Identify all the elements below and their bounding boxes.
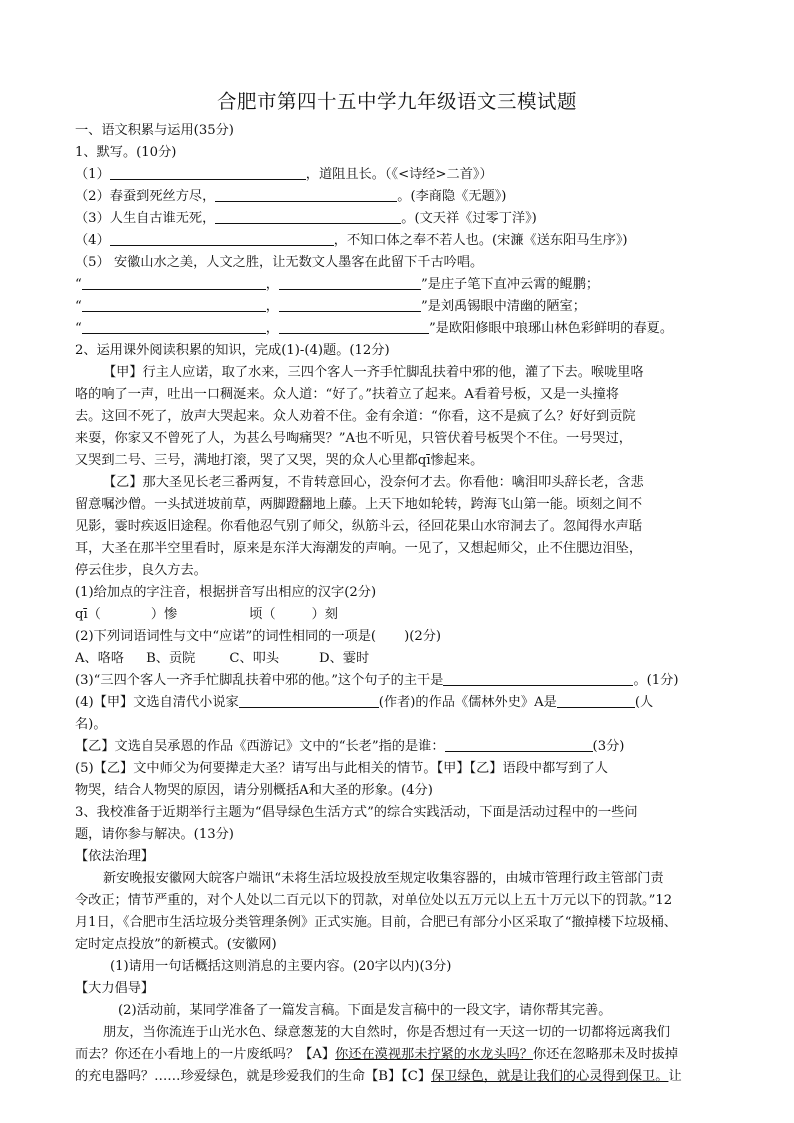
text: ，道阻且长。（《<诗经>二首》） bbox=[305, 167, 493, 182]
q1-item-5: （5） 安徽山水之美，人文之胜，让无数文人墨客在此留下千古吟唱。 bbox=[75, 255, 484, 270]
text: (3)“三四个客人一齐手忙脚乱扶着中邪的他。”这个句子的主干是 bbox=[75, 673, 444, 688]
text: )(2分) bbox=[404, 629, 442, 644]
text: ）惨 bbox=[150, 607, 178, 622]
question-2-heading: 2、运用课外阅读积累的知识，完成(1)-(4)题。(12分) bbox=[75, 343, 390, 358]
answer-blank[interactable] bbox=[239, 692, 379, 708]
answer-blank[interactable] bbox=[557, 692, 635, 708]
text: (人 bbox=[634, 695, 654, 710]
answer-blank[interactable] bbox=[110, 164, 306, 180]
option-a[interactable]: A、咯咯 bbox=[75, 651, 125, 666]
question-3-heading: 3、我校准备于近期举行主题为“倡导绿色生活方式”的综合实践活动，下面是活动过程中的一些问 bbox=[75, 805, 638, 820]
text: ，不知口体之奉不若人也。(宋濂《送东阳马生序》) bbox=[333, 233, 628, 248]
text: （3）人生自古谁无死， bbox=[75, 211, 216, 226]
text: 。(文天祥《过零丁洋》) bbox=[401, 211, 537, 226]
subsection-advocate: 【大力倡导】 bbox=[75, 981, 155, 996]
answer-blank[interactable] bbox=[82, 274, 266, 290]
open-quote: “ bbox=[75, 277, 82, 292]
q2-sub-2-options bbox=[75, 648, 734, 670]
underlined-sentence-c: 保卫绿色，就是让我们的心灵得到保卫。 bbox=[431, 1069, 669, 1084]
passage-yi-line: 【乙】那大圣见长老三番两复，不肯转意回心，没奈何才去。你看他：噙泪叩头辞长老，含悲 bbox=[103, 475, 644, 490]
passage-yi-line: 见影，霎时疾返旧途程。你看他忍气别了师父，纵筋斗云，径回花果山水帘洞去了。忽闻得水声聒 bbox=[75, 519, 643, 534]
q1-item-1 bbox=[75, 164, 734, 186]
news-line: 新安晚报安徽网大皖客户端讯“未将生活垃圾投放至规定收集容器的，由城市管理行政主管部门责 bbox=[103, 871, 664, 886]
q1-item-5-line-c: “ ， ”是欧阳修眼中琅琊山林色彩鲜明的春夏。 bbox=[75, 318, 734, 340]
passage-yi-line: 停云住步，良久方去。 bbox=[75, 563, 207, 578]
open-quote: “ bbox=[75, 299, 82, 314]
answer-blank[interactable] bbox=[445, 736, 593, 752]
section-heading-1: 一、语文积累与运用(35分) bbox=[75, 123, 234, 138]
answer-blank[interactable] bbox=[279, 274, 421, 290]
passage-jia-line: 【甲】行主人应诺，取了水来，三四个客人一齐手忙脚乱扶着中邪的他，灌了下去。喉咙里咯 bbox=[103, 365, 644, 380]
q2-sub-1-answers bbox=[75, 604, 734, 626]
answer-blank[interactable] bbox=[82, 318, 266, 334]
text: (作者)的作品《儒林外史》A是 bbox=[378, 695, 557, 710]
subsection-law: 【依法治理】 bbox=[75, 849, 155, 864]
q1-item-5-line-a: “ ， ”是庄子笔下直冲云霄的鲲鹏； bbox=[75, 274, 734, 296]
text: ”是庄子笔下直冲云霄的鲲鹏； bbox=[420, 277, 600, 292]
text: 。(1分) bbox=[633, 673, 679, 688]
q2-sub-4-cont: 名)。 bbox=[75, 717, 107, 732]
passage-jia-line: 咯的响了一声，吐出一口稠涎来。众人道：“好了。”扶着立了起来。A看着号板，又是一头撞将 bbox=[75, 387, 619, 402]
answer-blank[interactable] bbox=[443, 670, 633, 686]
passage-jia-line: 去。这回不死了，放声大哭起来。众人劝着不住。金有余道：“你看，这不是疯了么？好好到贡院 bbox=[75, 409, 636, 424]
answer-blank[interactable] bbox=[279, 318, 429, 334]
text: ”是刘禹锡眼中清幽的陋室； bbox=[420, 299, 586, 314]
news-line: 月1日，《合肥市生活垃圾分类管理条例》正式实施。目前，合肥已有部分小区采取了“撤掉楼下垃圾桶、 bbox=[75, 915, 677, 930]
q2-sub-4-yi bbox=[75, 736, 734, 758]
exam-title: 合肥市第四十五中学九年级语文三模试题 bbox=[216, 90, 577, 113]
text: (2)下列词语词性与文中“应诺”的词性相同的一项是( bbox=[75, 629, 377, 644]
open-quote: “ bbox=[75, 321, 82, 336]
q2-sub-3 bbox=[75, 670, 734, 692]
q3-sub-2: (2)活动前，某同学准备了一篇发言稿。下面是发言稿中的一段文字，请你帮其完善。 bbox=[118, 1003, 612, 1018]
question-1-heading: 1、默写。(10分) bbox=[75, 145, 177, 160]
passage-yi-line: 耳，大圣在那半空里看时，原来是东洋大海潮发的声响。一见了，又想起师父，止不住腮边泪坠， bbox=[75, 541, 643, 556]
passage-jia-line: 来耍，你家又不曾死了人，为甚么号啕痛哭？”A也不听见，只管伏着号板哭个不住。一号哭过， bbox=[75, 431, 632, 446]
text: 【乙】文选自吴承恩的作品《西游记》文中的“长老”指的是谁： bbox=[75, 739, 445, 754]
speech-line: 朋友，当你流连于山光水色、绿意葱茏的大自然时，你是否想过有一天这一切的一切都将远离我们 bbox=[103, 1025, 671, 1040]
char-label: 顷（ bbox=[249, 607, 276, 622]
speech-line bbox=[75, 1066, 734, 1088]
q2-sub-4 bbox=[75, 692, 734, 714]
passage-yi-line: 留意嘱沙僧。一头拭迸坡前草，两脚蹬翻地上藤。上天下地如轮转，跨海飞山第一能。顷刻之间不 bbox=[75, 497, 643, 512]
option-c[interactable]: C、叩头 bbox=[229, 651, 280, 666]
q1-item-2 bbox=[75, 186, 734, 208]
news-line: 定时定点投放”的新模式。(安徽网) bbox=[75, 937, 277, 952]
text: 而去？你还在小看地上的一片废纸吗？【A】 bbox=[75, 1047, 336, 1062]
answer-blank[interactable] bbox=[110, 230, 334, 246]
q1-item-5-line-b: “ ， ”是刘禹锡眼中清幽的陋室； bbox=[75, 296, 734, 318]
label: （1） bbox=[75, 167, 110, 182]
answer-blank[interactable] bbox=[279, 296, 421, 312]
text: ”是欧阳修眼中琅琊山林色彩鲜明的春夏。 bbox=[428, 321, 674, 336]
q3-sub-1: (1)请用一句话概括这则消息的主要内容。(20字以内)(3分) bbox=[110, 959, 452, 974]
q2-sub-5: (5)【乙】文中师父为何要撵走大圣？请写出与此相关的情节。【甲】【乙】语段中都写到了人 bbox=[75, 761, 608, 776]
text: ）刻 bbox=[311, 607, 338, 622]
text: 。(李商隐《无题》) bbox=[397, 189, 507, 204]
text: 的充电器吗？……珍爱绿色，就是珍爱我们的生命【B】【C】 bbox=[75, 1069, 432, 1084]
text: (4)【甲】文选自清代小说家 bbox=[75, 695, 239, 710]
answer-blank[interactable] bbox=[82, 296, 266, 312]
q2-sub-5-cont: 物哭，结合人物哭的原因，请分别概括A和大圣的形象。(4分) bbox=[75, 783, 433, 798]
option-b[interactable]: B、贡院 bbox=[146, 651, 196, 666]
news-line: 令改正；情节严重的，对个人处以二百元以下的罚款，对单位处以五万元以上五十万元以下的罚款。”12 bbox=[75, 893, 673, 908]
label: （4） bbox=[75, 233, 110, 248]
answer-blank[interactable] bbox=[215, 186, 397, 202]
text: （2）春蚕到死丝方尽， bbox=[75, 189, 216, 204]
q1-item-3 bbox=[75, 208, 734, 230]
speech-line bbox=[75, 1044, 734, 1066]
q2-sub-2 bbox=[75, 626, 734, 648]
pinyin-label: qī（ bbox=[75, 607, 101, 622]
q2-sub-1: (1)给加点的字注音，根据拼音写出相应的汉字(2分) bbox=[75, 585, 377, 600]
text: 你还在忽略那未及时拔掉 bbox=[532, 1047, 678, 1062]
question-3-heading-cont: 题，请你参与解决。(13分) bbox=[75, 827, 234, 842]
underlined-sentence-a: 你还在漠视那未拧紧的水龙头吗？ bbox=[335, 1047, 533, 1062]
passage-jia-line: 又哭到二号、三号，满地打滚，哭了又哭，哭的众人心里都qī惨起来。 bbox=[75, 453, 484, 468]
text: 让 bbox=[668, 1069, 682, 1084]
option-d[interactable]: D、霎时 bbox=[319, 651, 370, 666]
q1-item-4 bbox=[75, 230, 734, 252]
answer-blank[interactable] bbox=[215, 208, 401, 224]
text: (3分) bbox=[592, 739, 625, 754]
